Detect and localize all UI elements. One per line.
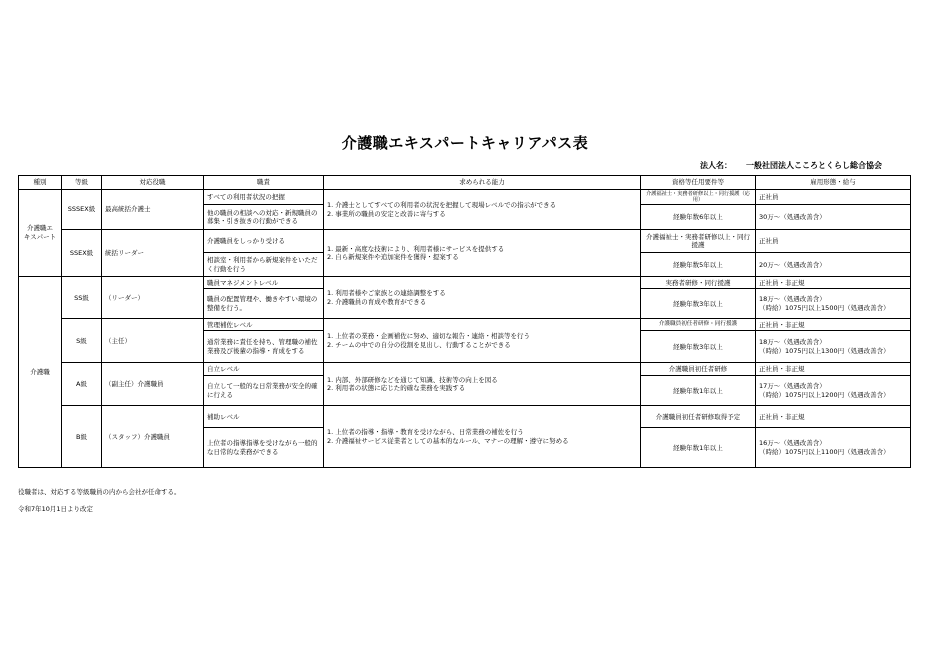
duty-cell: 通常業務に責任を持ち、管理職の補佐業務及び後輩の指導・育成をする <box>204 331 324 363</box>
header-abilities: 求められる能力 <box>324 176 641 190</box>
ability-cell: 1. 利用者様やご家族との連絡調整をする 2. 介護職員の育成や教育ができる <box>324 277 641 319</box>
header-position: 対応役職 <box>102 176 204 190</box>
employment-cell: 正社員・非正規 <box>756 277 911 289</box>
employment-cell: 30万～（処遇改善含） <box>756 205 911 230</box>
duty-cell: すべての利用者状況の把握 <box>204 190 324 205</box>
table-row <box>19 319 911 331</box>
ability-cell: 1. 上位者の指導・指導・教育を受けながら、日常業務の補佐を行う 2. 介護福祉サービス従業者としての基本的なルール、マナーの理解・遵守に努める <box>324 406 641 468</box>
duty-cell: 管理補佐レベル <box>204 319 324 331</box>
grade-cell: A級 <box>62 363 102 406</box>
header-category: 種別 <box>19 176 62 190</box>
grade-cell: SSEX級 <box>62 230 102 277</box>
org-line <box>700 160 910 171</box>
note-appointment: 役職者は、対応する等級職員の内から会社が任命する。 <box>18 488 181 496</box>
position-cell: （スタッフ）介護職員 <box>102 406 204 468</box>
duty-cell: 他の職員の相談への対応・新規職員の募集・引き抜きの行動ができる <box>204 205 324 230</box>
qualification-cell: 経験年数1年以上 <box>641 376 756 406</box>
ability-cell: 1. 介護士としてすべての利用者の状況を把握して現場レベルでの指示ができる 2. 事業所の職員の安定と改善に寄与する <box>324 190 641 230</box>
duty-cell: 相談室・利用者から新規案件をいただく行動を行う <box>204 253 324 277</box>
qualification-cell: 経験年数5年以上 <box>641 253 756 277</box>
duty-cell: 自立して一般的な日常業務が安全的確に行える <box>204 376 324 406</box>
career-path-table <box>18 175 911 468</box>
duty-cell: 上位者の指導指導を受けながら一般的な日常的な業務ができる <box>204 428 324 468</box>
employment-cell: 正社員 <box>756 190 911 205</box>
table-row <box>19 230 911 253</box>
qualification-cell: 経験年数1年以上 <box>641 428 756 468</box>
grade-cell: SSSEX級 <box>62 190 102 230</box>
qualification-cell: 介護職員初任者研修取得予定 <box>641 406 756 428</box>
duty-cell: 職員の配置管理や、働きやすい環境の整備を行う。 <box>204 289 324 319</box>
qualification-cell: 経験年数3年以上 <box>641 331 756 363</box>
duty-cell: 補助レベル <box>204 406 324 428</box>
org-label: 法人名： <box>700 161 732 170</box>
position-cell: （主任） <box>102 319 204 363</box>
ability-cell: 1. 上位者の業務・企画補佐に努め、適切な報告・連絡・相談等を行う 2. チームの中での自分の役割を見出し、行動することができる <box>324 319 641 363</box>
footnotes <box>18 488 181 514</box>
qualification-cell: 介護福祉士・実務者研修以上・同行援護 <box>641 230 756 253</box>
qualification-cell: 介護福祉士・実務者研修以上・同行援護（応用） <box>641 190 756 205</box>
category-expert: 介護職エ キスパート <box>19 190 62 277</box>
qualification-cell: 実務者研修・同行援護 <box>641 277 756 289</box>
qualification-cell: 介護職員初任者研修・同行援護 <box>641 319 756 331</box>
table-row <box>19 277 911 289</box>
ability-cell: 1. 内部、外部研修などを通じて知識、技術等の向上を図る 2. 利用者の状態に応じた的確な業務を実践する <box>324 363 641 406</box>
grade-cell: B級 <box>62 406 102 468</box>
header-employment: 雇用形態・給与 <box>756 176 911 190</box>
table-row <box>19 363 911 376</box>
employment-cell: 正社員 <box>756 230 911 253</box>
employment-cell: 16万～（処遇改善含） （時給）1075円以上1100円（処遇改善含） <box>756 428 911 468</box>
employment-cell: 正社員・非正規 <box>756 319 911 331</box>
header-qualifications: 資格等任用要件等 <box>641 176 756 190</box>
position-cell: （副主任）介護職員 <box>102 363 204 406</box>
position-cell: 最高統括介護士 <box>102 190 204 230</box>
duty-cell: 職員マネジメントレベル <box>204 277 324 289</box>
position-cell: 統括リーダー <box>102 230 204 277</box>
header-row <box>19 176 911 190</box>
employment-cell: 18万～（処遇改善含） （時給）1075円以上1300円（処遇改善含） <box>756 331 911 363</box>
qualification-cell: 経験年数6年以上 <box>641 205 756 230</box>
grade-cell: S級 <box>62 319 102 363</box>
duty-cell: 介護職員をしっかり受ける <box>204 230 324 253</box>
employment-cell: 正社員・非正規 <box>756 363 911 376</box>
qualification-cell: 介護職員初任者研修 <box>641 363 756 376</box>
ability-cell: 1. 最新・高度な技術により、利用者様にサービスを提供する 2. 自ら新規案件や追加案件を獲得・提案する <box>324 230 641 277</box>
position-cell: （リーダー） <box>102 277 204 319</box>
table-row <box>19 190 911 205</box>
employment-cell: 18万～（処遇改善含） （時給）1075円以上1500円（処遇改善含） <box>756 289 911 319</box>
page-title: 介護職エキスパートキャリアパス表 <box>341 134 589 152</box>
category-care: 介護職 <box>19 277 62 468</box>
employment-cell: 正社員・非正規 <box>756 406 911 428</box>
header-duties: 職責 <box>204 176 324 190</box>
org-name: 一般社団法人こころとくらし総合協会 <box>746 161 882 170</box>
header-grade: 等級 <box>62 176 102 190</box>
qualification-cell: 経験年数3年以上 <box>641 289 756 319</box>
employment-cell: 20万～（処遇改善含） <box>756 253 911 277</box>
employment-cell: 17万～（処遇改善含） （時給）1075円以上1200円（処遇改善含） <box>756 376 911 406</box>
note-revision-date: 令和7年10月1日より改定 <box>18 504 94 513</box>
table-row <box>19 406 911 428</box>
grade-cell: SS級 <box>62 277 102 319</box>
duty-cell: 自立レベル <box>204 363 324 376</box>
